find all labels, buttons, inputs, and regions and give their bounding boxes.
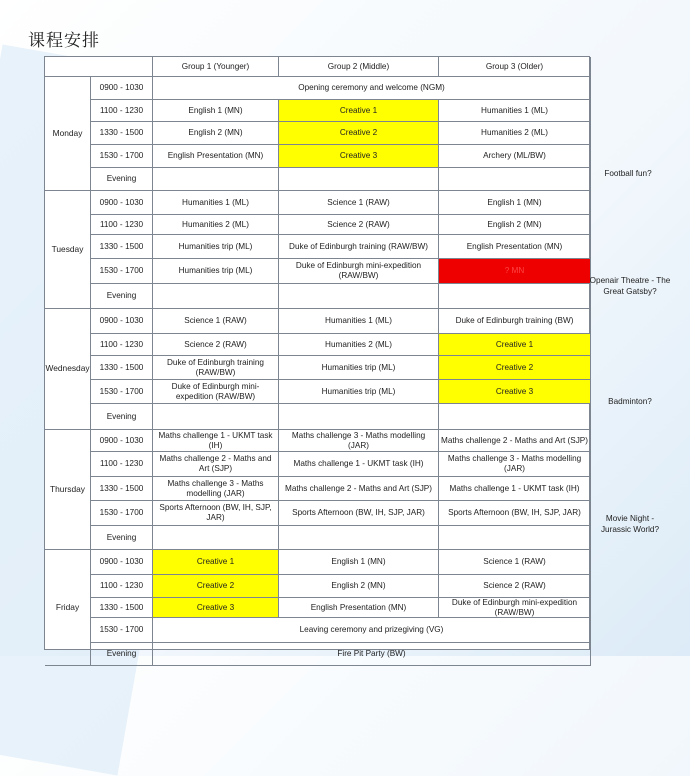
session-cell: Maths challenge 1 - UKMT task (IH) <box>153 430 279 452</box>
header-group-1: Group 1 (Younger) <box>153 57 279 77</box>
time-cell: 1100 - 1230 <box>91 215 153 235</box>
day-thursday: Thursday <box>45 430 91 550</box>
time-cell-evening: Evening <box>91 526 153 550</box>
side-note-wednesday: Badminton? <box>608 397 652 406</box>
session-cell: Humanities 2 (ML) <box>439 122 591 145</box>
session-cell: English Presentation (MN) <box>439 235 591 259</box>
session-cell: Maths challenge 3 - Maths modelling (JAR) <box>279 430 439 452</box>
session-cell: Humanities 1 (ML) <box>279 309 439 334</box>
session-cell-highlighted: Creative 3 <box>279 145 439 168</box>
session-cell: Archery (ML/BW) <box>439 145 591 168</box>
header-corner <box>45 57 153 77</box>
session-cell-highlighted: Creative 1 <box>439 334 591 356</box>
time-cell: 1330 - 1500 <box>91 235 153 259</box>
empty-cell <box>439 284 591 309</box>
day-tuesday: Tuesday <box>45 191 91 309</box>
side-note-tuesday: Openair Theatre - The Great Gatsby? <box>589 276 671 297</box>
empty-cell <box>439 526 591 550</box>
time-cell: 1100 - 1230 <box>91 575 153 598</box>
session-cell: Maths challenge 3 - Maths modelling (JAR) <box>153 477 279 501</box>
session-cell-highlighted: Creative 3 <box>439 380 591 404</box>
empty-cell <box>279 284 439 309</box>
time-cell: 1100 - 1230 <box>91 100 153 122</box>
time-cell-evening: Evening <box>91 643 153 666</box>
time-cell: 0900 - 1030 <box>91 430 153 452</box>
time-cell-evening: Evening <box>91 168 153 191</box>
session-cell: English 1 (MN) <box>439 191 591 215</box>
session-cell: Humanities trip (ML) <box>153 259 279 284</box>
session-cell: Maths challenge 2 - Maths and Art (SJP) <box>153 452 279 477</box>
session-cell: Humanities trip (ML) <box>279 380 439 404</box>
session-cell: Science 2 (RAW) <box>279 215 439 235</box>
time-cell: 1530 - 1700 <box>91 145 153 168</box>
session-cell: English Presentation (MN) <box>279 598 439 618</box>
session-cell: Duke of Edinburgh training (BW) <box>439 309 591 334</box>
session-cell-highlighted: Creative 2 <box>279 122 439 145</box>
session-cell: English 2 (MN) <box>439 215 591 235</box>
page-title: 课程安排 <box>28 31 100 50</box>
session-cell: Duke of Edinburgh training (RAW/BW) <box>279 235 439 259</box>
day-wednesday: Wednesday <box>45 309 91 430</box>
session-cell: Humanities 2 (ML) <box>153 215 279 235</box>
side-note-monday: Football fun? <box>604 169 652 178</box>
session-cell: English 1 (MN) <box>153 100 279 122</box>
span-cell: Opening ceremony and welcome (NGM) <box>153 77 591 100</box>
session-cell: Duke of Edinburgh mini-expedition (RAW/BW) <box>153 380 279 404</box>
time-cell: 1330 - 1500 <box>91 356 153 380</box>
session-cell: Maths challenge 2 - Maths and Art (SJP) <box>279 477 439 501</box>
time-cell: 1330 - 1500 <box>91 122 153 145</box>
span-cell: Fire Pit Party (BW) <box>153 643 591 666</box>
session-cell: Maths challenge 3 - Maths modelling (JAR) <box>439 452 591 477</box>
time-cell: 0900 - 1030 <box>91 550 153 575</box>
session-cell: English 2 (MN) <box>279 575 439 598</box>
session-cell: Science 1 (RAW) <box>439 550 591 575</box>
session-cell: Sports Afternoon (BW, IH, SJP, JAR) <box>153 501 279 526</box>
session-cell: English Presentation (MN) <box>153 145 279 168</box>
session-cell: Science 1 (RAW) <box>279 191 439 215</box>
empty-cell <box>439 168 591 191</box>
session-cell: Humanities trip (ML) <box>279 356 439 380</box>
empty-cell <box>439 404 591 430</box>
time-cell: 1530 - 1700 <box>91 618 153 643</box>
session-cell: Humanities 1 (ML) <box>439 100 591 122</box>
time-cell: 1530 - 1700 <box>91 501 153 526</box>
time-cell: 0900 - 1030 <box>91 191 153 215</box>
session-cell-highlighted: Creative 2 <box>439 356 591 380</box>
time-cell-evening: Evening <box>91 284 153 309</box>
session-cell: Maths challenge 2 - Maths and Art (SJP) <box>439 430 591 452</box>
session-cell-highlighted: Creative 2 <box>153 575 279 598</box>
session-cell: Humanities 2 (ML) <box>279 334 439 356</box>
session-cell: English 2 (MN) <box>153 122 279 145</box>
session-cell: Sports Afternoon (BW, IH, SJP, JAR) <box>279 501 439 526</box>
time-cell: 1330 - 1500 <box>91 477 153 501</box>
session-cell: Maths challenge 1 - UKMT task (IH) <box>279 452 439 477</box>
session-cell: Duke of Edinburgh mini-expedition (RAW/BW) <box>279 259 439 284</box>
session-cell-highlighted-red: ? MN <box>439 259 591 284</box>
day-friday: Friday <box>45 550 91 666</box>
empty-cell <box>153 526 279 550</box>
time-cell: 1100 - 1230 <box>91 334 153 356</box>
session-cell: English 1 (MN) <box>279 550 439 575</box>
empty-cell <box>279 526 439 550</box>
session-cell: Science 1 (RAW) <box>153 309 279 334</box>
session-cell-highlighted: Creative 3 <box>153 598 279 618</box>
session-cell-highlighted: Creative 1 <box>153 550 279 575</box>
time-cell-evening: Evening <box>91 404 153 430</box>
time-cell: 0900 - 1030 <box>91 77 153 100</box>
session-cell: Science 2 (RAW) <box>439 575 591 598</box>
schedule-table <box>44 56 590 659</box>
session-cell: Humanities 1 (ML) <box>153 191 279 215</box>
session-cell: Maths challenge 1 - UKMT task (IH) <box>439 477 591 501</box>
empty-cell <box>279 404 439 430</box>
header-group-2: Group 2 (Middle) <box>279 57 439 77</box>
empty-cell <box>153 284 279 309</box>
span-cell: Leaving ceremony and prizegiving (VG) <box>153 618 591 643</box>
time-cell: 0900 - 1030 <box>91 309 153 334</box>
day-monday: Monday <box>45 77 91 191</box>
session-cell-highlighted: Creative 1 <box>279 100 439 122</box>
time-cell: 1100 - 1230 <box>91 452 153 477</box>
side-note-thursday: Movie Night - Jurassic World? <box>600 514 660 535</box>
time-cell: 1530 - 1700 <box>91 380 153 404</box>
time-cell: 1330 - 1500 <box>91 598 153 618</box>
empty-cell <box>153 404 279 430</box>
empty-cell <box>279 168 439 191</box>
session-cell: Sports Afternoon (BW, IH, SJP, JAR) <box>439 501 591 526</box>
empty-cell <box>153 168 279 191</box>
header-group-3: Group 3 (Older) <box>439 57 591 77</box>
session-cell: Science 2 (RAW) <box>153 334 279 356</box>
time-cell: 1530 - 1700 <box>91 259 153 284</box>
session-cell: Duke of Edinburgh mini-expedition (RAW/BW) <box>439 598 591 618</box>
session-cell: Humanities trip (ML) <box>153 235 279 259</box>
session-cell: Duke of Edinburgh training (RAW/BW) <box>153 356 279 380</box>
